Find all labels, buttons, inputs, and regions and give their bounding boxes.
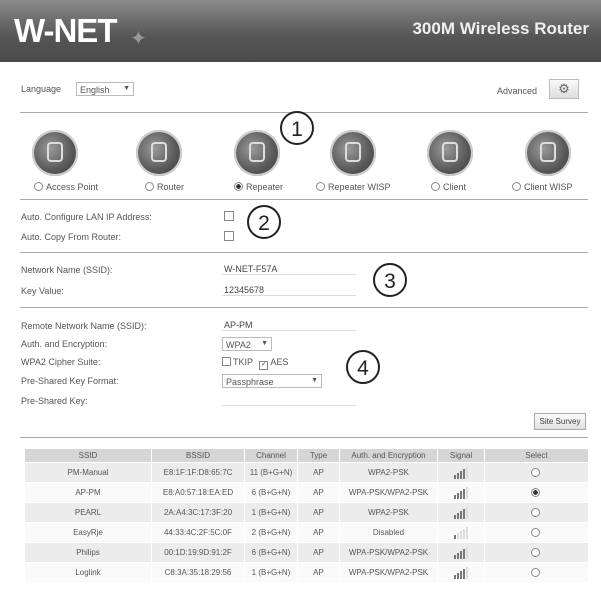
badge-1: 1 [280, 111, 314, 145]
cell-select [485, 563, 589, 583]
cell-ssid: EasyRje [25, 523, 152, 543]
language-value: English [80, 85, 110, 95]
key-input[interactable]: 12345678 [222, 285, 356, 296]
cell-auth: WPA-PSK/WPA2-PSK [340, 483, 438, 503]
column-header: Channel [245, 449, 298, 463]
cell-auth: WPA-PSK/WPA2-PSK [340, 543, 438, 563]
badge-2: 2 [247, 205, 281, 239]
bird-icon: ✦ [130, 28, 147, 50]
auth-select[interactable] [222, 337, 272, 351]
cell-channel: 11 (B+G+N) [245, 463, 298, 483]
cell-signal [438, 483, 485, 503]
cell-select [485, 483, 589, 503]
auto-lan-ip-checkbox[interactable] [224, 211, 234, 221]
mode-label: Client [443, 182, 467, 192]
cell-bssid: E8:1F:1F:D8:65:7C [152, 463, 245, 483]
mode-radio[interactable] [34, 182, 43, 191]
mode-icon[interactable] [32, 130, 78, 176]
mode-label: Access Point [46, 182, 99, 192]
cell-bssid: C8:3A:35:18:29:56 [152, 563, 245, 583]
divider [20, 199, 588, 200]
language-label: Language [21, 84, 62, 94]
cell-ssid: PM-Manual [25, 463, 152, 483]
cell-channel: 6 (B+G+N) [245, 543, 298, 563]
cell-auth: WPA2-PSK [340, 503, 438, 523]
cell-auth: Disabled [340, 523, 438, 543]
column-header: Signal [438, 449, 485, 463]
cell-signal [438, 523, 485, 543]
psk-input[interactable] [222, 395, 356, 406]
badge-4: 4 [346, 350, 380, 384]
mode-glyph-icon [249, 142, 265, 162]
tkip-checkbox[interactable] [222, 357, 231, 366]
select-radio[interactable] [531, 548, 540, 557]
cell-type: AP [298, 543, 340, 563]
column-header: Auth. and Encryption [340, 449, 438, 463]
select-radio[interactable] [531, 528, 540, 537]
mode-glyph-icon [540, 142, 556, 162]
auto-lan-ip-label: Auto. Configure LAN IP Address: [21, 212, 152, 222]
chevron-down-icon: ▼ [311, 377, 318, 384]
mode-option[interactable] [512, 182, 573, 192]
auto-copy-label: Auto. Copy From Router: [21, 232, 122, 242]
mode-glyph-icon [47, 142, 63, 162]
site-survey-table [24, 448, 589, 583]
select-radio[interactable] [531, 468, 540, 477]
language-select[interactable] [76, 82, 134, 96]
psk-format-value: Passphrase [226, 377, 274, 387]
select-radio[interactable] [531, 508, 540, 517]
mode-icon[interactable] [136, 130, 182, 176]
cell-type: AP [298, 483, 340, 503]
mode-icon[interactable] [427, 130, 473, 176]
table-body [25, 463, 589, 583]
mode-icon[interactable] [525, 130, 571, 176]
cell-ssid: PEARL [25, 503, 152, 523]
table-row [25, 463, 589, 483]
signal-strength-icon [454, 567, 469, 578]
ssid-input[interactable]: W-NET-F57A [222, 264, 356, 275]
table-row [25, 503, 589, 523]
cell-ssid: Philips [25, 543, 152, 563]
mode-label: Repeater WISP [328, 182, 391, 192]
psk-format-select[interactable] [222, 374, 322, 388]
cell-select [485, 503, 589, 523]
cell-channel: 1 (B+G+N) [245, 503, 298, 523]
mode-glyph-icon [442, 142, 458, 162]
tkip-label: TKIP [233, 357, 253, 367]
signal-strength-icon [454, 547, 469, 558]
divider [20, 307, 588, 308]
cell-auth: WPA2-PSK [340, 463, 438, 483]
mode-label: Repeater [246, 182, 284, 192]
auth-label: Auth. and Encryption: [21, 339, 108, 349]
column-header: BSSID [152, 449, 245, 463]
ssid-label: Network Name (SSID): [21, 265, 113, 275]
table-header [25, 449, 589, 463]
signal-strength-icon [454, 527, 469, 538]
cell-bssid: 00:1D:19:9D:91:2F [152, 543, 245, 563]
cell-signal [438, 543, 485, 563]
mode-radio[interactable] [431, 182, 440, 191]
mode-option[interactable] [234, 182, 283, 192]
psk-format-label: Pre-Shared Key Format: [21, 376, 119, 386]
table-row [25, 483, 589, 503]
cell-channel: 1 (B+G+N) [245, 563, 298, 583]
cell-type: AP [298, 563, 340, 583]
mode-label: Client WISP [524, 182, 573, 192]
column-header: Select [485, 449, 589, 463]
cell-bssid: 2A:A4:3C:17:3F:20 [152, 503, 245, 523]
cell-signal [438, 563, 485, 583]
aes-checkbox[interactable]: ✓ [260, 361, 267, 368]
mode-option[interactable] [145, 182, 184, 192]
select-radio[interactable] [531, 488, 540, 497]
cell-select [485, 463, 589, 483]
mode-glyph-icon [151, 142, 167, 162]
mode-radio[interactable] [234, 182, 243, 191]
mode-radio[interactable] [145, 182, 154, 191]
advanced-button[interactable] [549, 79, 579, 99]
site-survey-button[interactable]: Site Survey [534, 413, 586, 430]
cell-ssid: Loglink [25, 563, 152, 583]
select-radio[interactable] [531, 568, 540, 577]
cell-type: AP [298, 523, 340, 543]
divider [20, 252, 588, 253]
table-row [25, 543, 589, 563]
cell-type: AP [298, 463, 340, 483]
cell-auth: WPA-PSK/WPA2-PSK [340, 563, 438, 583]
cell-ssid: AP-PM [25, 483, 152, 503]
chevron-down-icon: ▼ [261, 340, 268, 347]
logo: W-NET [14, 12, 117, 49]
cell-channel: 6 (B+G+N) [245, 483, 298, 503]
aes-label: AES [270, 357, 289, 367]
column-header: SSID [25, 449, 152, 463]
mode-label: Router [157, 182, 185, 192]
column-header: Type [298, 449, 340, 463]
signal-strength-icon [454, 487, 469, 498]
cell-select [485, 543, 589, 563]
badge-3: 3 [373, 263, 407, 297]
key-label: Key Value: [21, 286, 64, 296]
cipher-options [222, 357, 288, 370]
mode-icon[interactable] [330, 130, 376, 176]
signal-strength-icon [454, 467, 469, 478]
signal-strength-icon [454, 507, 469, 518]
psk-label: Pre-Shared Key: [21, 396, 88, 406]
chevron-down-icon: ▼ [123, 85, 130, 92]
cell-signal [438, 503, 485, 523]
table-row [25, 563, 589, 583]
auth-value: WPA2 [226, 340, 251, 350]
auto-copy-checkbox[interactable] [224, 231, 234, 241]
mode-option[interactable] [431, 182, 466, 192]
advanced-label: Advanced [497, 86, 538, 96]
mode-radio[interactable] [316, 182, 325, 191]
mode-option[interactable] [34, 182, 98, 192]
mode-radio[interactable] [512, 182, 521, 191]
remote-ssid-input[interactable]: AP-PM [222, 320, 356, 331]
remote-ssid-label: Remote Network Name (SSID): [21, 321, 147, 331]
cell-signal [438, 463, 485, 483]
cipher-label: WPA2 Cipher Suite: [21, 357, 101, 367]
gear-icon: ⚙ [558, 81, 570, 96]
cell-channel: 2 (B+G+N) [245, 523, 298, 543]
mode-icon[interactable] [234, 130, 280, 176]
cell-bssid: 44:33:4C:2F:5C:0F [152, 523, 245, 543]
mode-glyph-icon [345, 142, 361, 162]
divider [20, 437, 588, 438]
mode-option[interactable] [316, 182, 391, 192]
header [0, 0, 601, 62]
table-row [25, 523, 589, 543]
cell-type: AP [298, 503, 340, 523]
cell-bssid: E8:A0:57:18:EA:ED [152, 483, 245, 503]
product-title: 300M Wireless Router [412, 19, 589, 38]
cell-select [485, 523, 589, 543]
